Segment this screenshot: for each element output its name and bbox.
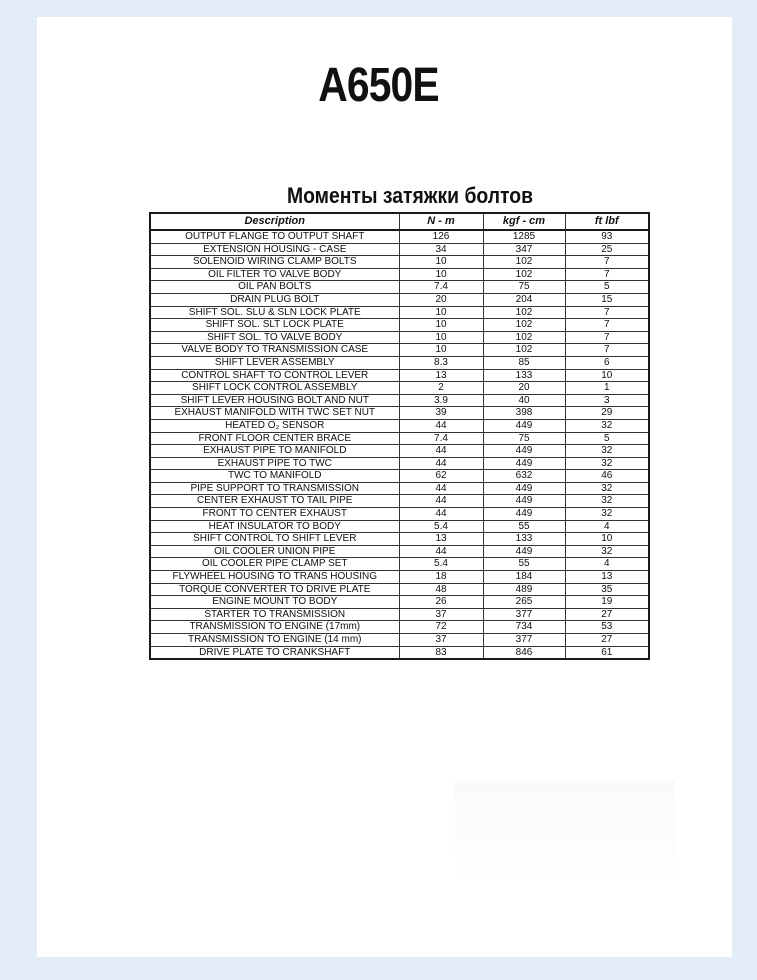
cell-kgf-cm: 102 (483, 319, 565, 332)
table-row (150, 583, 649, 596)
cell-kgf-cm: 102 (483, 256, 565, 269)
cell-description: SHIFT CONTROL TO SHIFT LEVER (150, 533, 399, 546)
cell-description: OIL FILTER TO VALVE BODY (150, 268, 399, 281)
cell-nm: 44 (399, 445, 483, 458)
cell-nm: 44 (399, 419, 483, 432)
cell-nm: 3.9 (399, 394, 483, 407)
cell-kgf-cm: 265 (483, 596, 565, 609)
cell-kgf-cm: 449 (483, 445, 565, 458)
cell-ft-lbf: 10 (565, 533, 649, 546)
cell-ft-lbf: 5 (565, 281, 649, 294)
table-row (150, 520, 649, 533)
cell-ft-lbf: 53 (565, 621, 649, 634)
cell-ft-lbf: 3 (565, 394, 649, 407)
cell-nm: 44 (399, 482, 483, 495)
cell-kgf-cm: 133 (483, 369, 565, 382)
cell-ft-lbf: 7 (565, 344, 649, 357)
cell-description: SHIFT LEVER HOUSING BOLT AND NUT (150, 394, 399, 407)
cell-nm: 62 (399, 470, 483, 483)
table-row (150, 533, 649, 546)
cell-nm: 126 (399, 230, 483, 243)
cell-kgf-cm: 55 (483, 520, 565, 533)
cell-kgf-cm: 85 (483, 356, 565, 369)
header-nm: N - m (399, 213, 483, 230)
cell-kgf-cm: 377 (483, 608, 565, 621)
cell-description: DRAIN PLUG BOLT (150, 293, 399, 306)
cell-ft-lbf: 7 (565, 256, 649, 269)
cell-ft-lbf: 5 (565, 432, 649, 445)
cell-description: CONTROL SHAFT TO CONTROL LEVER (150, 369, 399, 382)
cell-ft-lbf: 7 (565, 331, 649, 344)
table-header (150, 213, 649, 230)
cell-kgf-cm: 75 (483, 281, 565, 294)
table-row (150, 281, 649, 294)
cell-nm: 13 (399, 369, 483, 382)
cell-kgf-cm: 489 (483, 583, 565, 596)
cell-nm: 26 (399, 596, 483, 609)
cell-kgf-cm: 204 (483, 293, 565, 306)
cell-kgf-cm: 347 (483, 243, 565, 256)
cell-ft-lbf: 6 (565, 356, 649, 369)
cell-ft-lbf: 93 (565, 230, 649, 243)
header-row (150, 213, 649, 230)
table-row (150, 243, 649, 256)
cell-description: EXTENSION HOUSING - CASE (150, 243, 399, 256)
cell-description: TRANSMISSION TO ENGINE (17mm) (150, 621, 399, 634)
cell-kgf-cm: 133 (483, 533, 565, 546)
table-row (150, 331, 649, 344)
cell-ft-lbf: 32 (565, 508, 649, 521)
table-row (150, 545, 649, 558)
model-title: A650E (318, 59, 439, 112)
cell-description: DRIVE PLATE TO CRANKSHAFT (150, 646, 399, 659)
table-row (150, 268, 649, 281)
table-body (150, 230, 649, 659)
cell-description: HEATED O₂ SENSOR (150, 419, 399, 432)
cell-ft-lbf: 7 (565, 268, 649, 281)
table-row (150, 356, 649, 369)
cell-description: EXHAUST MANIFOLD WITH TWC SET NUT (150, 407, 399, 420)
cell-nm: 10 (399, 319, 483, 332)
cell-description: SHIFT LOCK CONTROL ASSEMBLY (150, 382, 399, 395)
cell-ft-lbf: 32 (565, 457, 649, 470)
cell-kgf-cm: 1285 (483, 230, 565, 243)
table-row (150, 495, 649, 508)
table-row (150, 369, 649, 382)
cell-kgf-cm: 846 (483, 646, 565, 659)
cell-kgf-cm: 55 (483, 558, 565, 571)
cell-description: VALVE BODY TO TRANSMISSION CASE (150, 344, 399, 357)
cell-ft-lbf: 29 (565, 407, 649, 420)
cell-ft-lbf: 27 (565, 608, 649, 621)
cell-nm: 5.4 (399, 558, 483, 571)
cell-nm: 5.4 (399, 520, 483, 533)
table-row (150, 646, 649, 659)
table-row (150, 596, 649, 609)
cell-kgf-cm: 102 (483, 306, 565, 319)
header-description: Description (150, 213, 399, 230)
cell-description: PIPE SUPPORT TO TRANSMISSION (150, 482, 399, 495)
cell-kgf-cm: 449 (483, 508, 565, 521)
cell-description: TRANSMISSION TO ENGINE (14 mm) (150, 634, 399, 647)
table-row (150, 470, 649, 483)
cell-ft-lbf: 27 (565, 634, 649, 647)
table-row (150, 608, 649, 621)
cell-ft-lbf: 32 (565, 495, 649, 508)
cell-description: ENGINE MOUNT TO BODY (150, 596, 399, 609)
cell-ft-lbf: 32 (565, 545, 649, 558)
cell-nm: 8.3 (399, 356, 483, 369)
cell-nm: 10 (399, 344, 483, 357)
cell-nm: 18 (399, 571, 483, 584)
cell-ft-lbf: 7 (565, 306, 649, 319)
cell-kgf-cm: 102 (483, 331, 565, 344)
cell-nm: 7.4 (399, 281, 483, 294)
cell-ft-lbf: 4 (565, 520, 649, 533)
cell-ft-lbf: 10 (565, 369, 649, 382)
cell-description: SOLENOID WIRING CLAMP BOLTS (150, 256, 399, 269)
cell-kgf-cm: 20 (483, 382, 565, 395)
cell-kgf-cm: 449 (483, 545, 565, 558)
cell-ft-lbf: 61 (565, 646, 649, 659)
cell-ft-lbf: 1 (565, 382, 649, 395)
table-row (150, 319, 649, 332)
cell-nm: 2 (399, 382, 483, 395)
cell-kgf-cm: 75 (483, 432, 565, 445)
table-row (150, 394, 649, 407)
cell-nm: 10 (399, 268, 483, 281)
cell-nm: 10 (399, 306, 483, 319)
table-title: Моменты затяжки болтов (286, 183, 534, 208)
table-row (150, 256, 649, 269)
table-row (150, 571, 649, 584)
cell-kgf-cm: 398 (483, 407, 565, 420)
cell-description: EXHAUST PIPE TO MANIFOLD (150, 445, 399, 458)
cell-description: EXHAUST PIPE TO TWC (150, 457, 399, 470)
cell-nm: 48 (399, 583, 483, 596)
cell-description: SHIFT SOL. SLT LOCK PLATE (150, 319, 399, 332)
table-row (150, 432, 649, 445)
cell-nm: 72 (399, 621, 483, 634)
table-row (150, 230, 649, 243)
cell-nm: 83 (399, 646, 483, 659)
cell-description: SHIFT SOL. TO VALVE BODY (150, 331, 399, 344)
cell-description: SHIFT SOL. SLU & SLN LOCK PLATE (150, 306, 399, 319)
cell-description: HEAT INSULATOR TO BODY (150, 520, 399, 533)
cell-nm: 37 (399, 608, 483, 621)
cell-description: SHIFT LEVER ASSEMBLY (150, 356, 399, 369)
cell-kgf-cm: 102 (483, 344, 565, 357)
table-row (150, 293, 649, 306)
header-ft-lbf: ft lbf (565, 213, 649, 230)
cell-description: CENTER EXHAUST TO TAIL PIPE (150, 495, 399, 508)
table-row (150, 457, 649, 470)
table-row (150, 382, 649, 395)
cell-kgf-cm: 102 (483, 268, 565, 281)
cell-ft-lbf: 4 (565, 558, 649, 571)
table-row (150, 445, 649, 458)
cell-nm: 7.4 (399, 432, 483, 445)
cell-description: OIL COOLER PIPE CLAMP SET (150, 558, 399, 571)
cell-nm: 10 (399, 256, 483, 269)
header-kgf-cm: kgf - cm (483, 213, 565, 230)
cell-description: OIL COOLER UNION PIPE (150, 545, 399, 558)
cell-nm: 44 (399, 457, 483, 470)
cell-description: FLYWHEEL HOUSING TO TRANS HOUSING (150, 571, 399, 584)
cell-nm: 39 (399, 407, 483, 420)
table-row (150, 407, 649, 420)
cell-kgf-cm: 449 (483, 495, 565, 508)
cell-ft-lbf: 15 (565, 293, 649, 306)
table-row (150, 482, 649, 495)
torque-table (149, 212, 650, 660)
cell-nm: 37 (399, 634, 483, 647)
cell-description: TWC TO MANIFOLD (150, 470, 399, 483)
cell-kgf-cm: 377 (483, 634, 565, 647)
cell-nm: 13 (399, 533, 483, 546)
table-row (150, 634, 649, 647)
cell-description: TORQUE CONVERTER TO DRIVE PLATE (150, 583, 399, 596)
cell-description: FRONT FLOOR CENTER BRACE (150, 432, 399, 445)
cell-description: STARTER TO TRANSMISSION (150, 608, 399, 621)
table-row (150, 558, 649, 571)
cell-kgf-cm: 449 (483, 419, 565, 432)
cell-description: FRONT TO CENTER EXHAUST (150, 508, 399, 521)
cell-kgf-cm: 449 (483, 482, 565, 495)
cell-nm: 20 (399, 293, 483, 306)
cell-ft-lbf: 7 (565, 319, 649, 332)
cell-ft-lbf: 13 (565, 571, 649, 584)
cell-ft-lbf: 19 (565, 596, 649, 609)
table-row (150, 508, 649, 521)
cell-kgf-cm: 184 (483, 571, 565, 584)
cell-nm: 44 (399, 545, 483, 558)
cell-description: OUTPUT FLANGE TO OUTPUT SHAFT (150, 230, 399, 243)
cell-ft-lbf: 32 (565, 482, 649, 495)
cell-ft-lbf: 46 (565, 470, 649, 483)
cell-kgf-cm: 734 (483, 621, 565, 634)
cell-nm: 34 (399, 243, 483, 256)
cell-kgf-cm: 40 (483, 394, 565, 407)
cell-nm: 10 (399, 331, 483, 344)
faded-watermark (455, 780, 675, 880)
cell-nm: 44 (399, 508, 483, 521)
cell-kgf-cm: 449 (483, 457, 565, 470)
cell-ft-lbf: 32 (565, 419, 649, 432)
cell-ft-lbf: 35 (565, 583, 649, 596)
cell-ft-lbf: 32 (565, 445, 649, 458)
cell-ft-lbf: 25 (565, 243, 649, 256)
table-row (150, 621, 649, 634)
cell-description: OIL PAN BOLTS (150, 281, 399, 294)
cell-kgf-cm: 632 (483, 470, 565, 483)
cell-nm: 44 (399, 495, 483, 508)
table-row (150, 306, 649, 319)
table-row (150, 344, 649, 357)
table-row (150, 419, 649, 432)
